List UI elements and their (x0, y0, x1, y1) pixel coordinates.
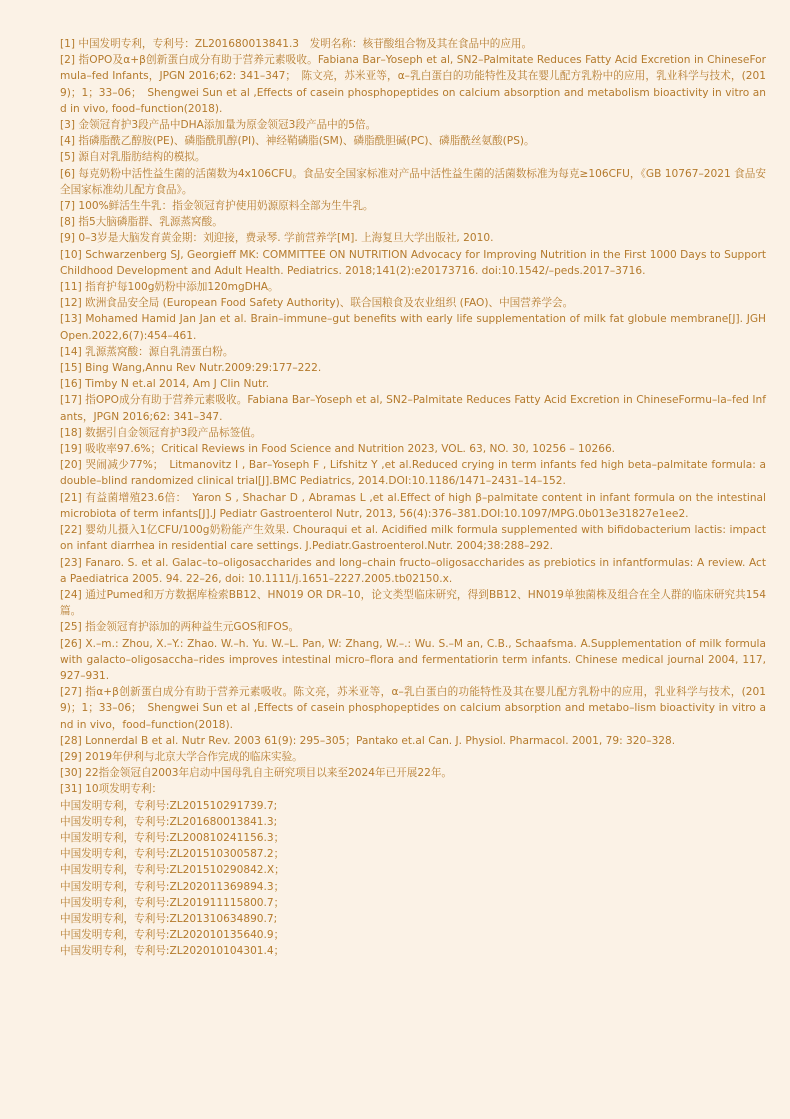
reference-item: [21] 有益菌增殖23.6倍： Yaron S , Shachar D , Abramas L ,et al.Effect of high β–palmitate content in infant formula on the intestinal microbiota of term infants[J].J Pediatr Gastroenterol Nutr, 2013, 56(4):376–381.DOI:10.1097/MPG.0b013e31827e1ee2. (60, 491, 766, 520)
patent-item: 中国发明专利，专利号:ZL201911115800.7； (60, 896, 285, 909)
reference-item: [6] 每克奶粉中活性益生菌的活菌数为4x106CFU。食品安全国家标准对产品中活性益生菌的活菌数标准为每克≥106CFU，《GB 10767–2021 食品安全国家标准幼儿配方食品》。 (60, 167, 766, 196)
reference-item: [5] 源自对乳脂肪结构的模拟。 (60, 151, 206, 164)
reference-item: [11] 指育护每100g奶粉中添加120mgDHA。 (60, 281, 279, 294)
patent-item: 中国发明专利，专利号:ZL202011369894.3； (60, 880, 285, 893)
reference-item: [8] 指5大脑磷脂群、乳源蒸窝酸。 (60, 216, 223, 229)
reference-item: [19] 吸收率97.6%；Critical Reviews in Food Science and Nutrition 2023, VOL. 63, NO. 30, 10256 – 10266. (60, 443, 616, 456)
reference-item: [22] 婴幼儿摄入1亿CFU/100g奶粉能产生效果. Chouraqui et al. Acidified milk formula supplemented with bifidobacterium lactis: impact on infant diarrhea in residential care settings. J.Pediatr.Gastroenterol.Nutr. 2004;38:288–292. (60, 524, 766, 553)
reference-item: [10] Schwarzenberg SJ, Georgieff MK: COMMITTEE ON NUTRITION Advocacy for Improving Nutrition in the First 1000 Days to Support Childhood Development and Adult Health. Pediatrics. 2018;141(2):e20173716. doi:10.1542/–peds.2017–3716. (60, 248, 766, 277)
reference-item: [9] 0–3岁是大脑发育黄金期：刘迎接，费录琴. 学前营养学[M]. 上海复旦大学出版社, 2010. (60, 232, 494, 245)
reference-item: [16] Timby N et.al 2014, Am J Clin Nutr. (60, 378, 270, 391)
reference-item: [28] Lonnerdal B et al. Nutr Rev. 2003 61(9): 295–305；Pantako et.al Can. J. Physiol. Pharmacol. 2001, 79: 320–328. (60, 734, 676, 747)
reference-item: [7] 100%鲜活生牛乳：指金领冠育护使用奶源原料全部为生牛乳。 (60, 200, 374, 213)
reference-item: [2] 指OPO及α+β创新蛋白成分有助于营养元素吸收。Fabiana Bar–Yoseph et al, SN2–Palmitate Reduces Fatty Acid Excretion in ChineseFormula–fed Infants，JPGN 2016;62: 341–347； 陈文亮，苏米亚等，α–乳白蛋白的功能特性及其在婴儿配方乳粉中的应用，乳业科学与技术，(2019)；1；33–06； Shengwei Sun et al ,Effects of casein phosphopeptides on calcium absorption and metabolism bioactivity in vitro and in vivo, food–function(2018). (60, 54, 766, 115)
reference-item: [30] 22指金领冠自2003年启动中国母乳自主研究项目以来至2024年已开展22年。 (60, 767, 453, 780)
patent-list (60, 798, 766, 960)
patent-item: 中国发明专利，专利号:ZL201310634890.7; (60, 912, 278, 925)
patent-item: 中国发明专利，专利号:ZL201510300587.2； (60, 848, 285, 861)
reference-item: [14] 乳源蒸窝酸：源自乳清蛋白粉。 (60, 345, 234, 358)
reference-item: [13] Mohamed Hamid Jan Jan et al. Brain–immune–gut benefits with early life supplementation of milk fat globule membrane[J]. JGH Open.2022,6(7):454–461. (60, 313, 766, 342)
reference-list (60, 36, 766, 798)
patent-item: 中国发明专利，专利号:ZL201680013841.3; (60, 815, 278, 828)
reference-item: [4] 指磷脂酰乙醇胺(PE)、磷脂酰肌醇(PI)、神经鞘磷脂(SM)、磷脂酰胆碱(PC)、磷脂酰丝氨酸(PS)。 (60, 135, 535, 148)
patent-item: 中国发明专利，专利号:ZL202010104301.4； (60, 945, 285, 958)
reference-item: [18] 数据引自金领冠育护3段产品标签值。 (60, 426, 262, 439)
reference-item: [12] 欧洲食品安全局 (European Food Safety Authority)、联合国粮食及农业组织 (FAO)、中国营养学会。 (60, 297, 574, 310)
reference-item: [1] 中国发明专利，专利号：ZL201680013841.3 发明名称：核苷酸组合物及其在食品中的应用。 (60, 38, 533, 50)
patent-item: 中国发明专利，专利号:ZL201510291739.7; (60, 799, 278, 812)
reference-item: [3] 金领冠育护3段产品中DHA添加量为原金领冠3段产品中的5倍。 (60, 119, 377, 132)
reference-item: [20] 哭闹减少77%； Litmanovitz I , Bar–Yoseph F , Lifshitz Y ,et al.Reduced crying in term infants fed high beta–palmitate formula: a double–blind randomized clinical trial[J].BMC Pediatrics, 2014.DOI:10.1186/1471–2431–14–152. (60, 459, 766, 488)
reference-item: [23] Fanaro. S. et al. Galac–to–oligosaccharides and long–chain fructo–oligosaccharides as prebiotics in infantformulas: A review. Acta Paediatrica 2005. 94. 22–26, doi: 10.1111/j.1651–2227.2005.tb02150.x. (60, 556, 766, 585)
reference-item: [29] 2019年伊利与北京大学合作完成的临床实验。 (60, 750, 303, 763)
reference-item: [31] 10项发明专利： (60, 783, 163, 796)
patent-item: 中国发明专利，专利号:ZL201510290842.X； (60, 864, 285, 877)
patent-item: 中国发明专利，专利号:ZL202010135640.9； (60, 929, 285, 942)
reference-item: [24] 通过Pumed和万方数据库检索BB12、HN019 OR DR–10，论文类型临床研究，得到BB12、HN019单独菌株及组合在全人群的临床研究共154篇。 (60, 588, 766, 618)
reference-item: [25] 指金领冠育护添加的两种益生元GOS和FOS。 (60, 621, 300, 634)
patent-item: 中国发明专利，专利号:ZL200810241156.3； (60, 831, 285, 844)
reference-item: [27] 指α+β创新蛋白成分有助于营养元素吸收。陈文亮，苏米亚等，α–乳白蛋白的功能特性及其在婴儿配方乳粉中的应用，乳业科学与技术，(2019)；1；33–06； Shengwei Sun et al ,Effects of casein phosphopeptides on calcium absorption and metabo–lism bioactivity in vitro and in vivo，food–function(2018). (60, 686, 766, 731)
reference-item: [15] Bing Wang,Annu Rev Nutr.2009:29:177–222. (60, 362, 322, 375)
reference-item: [26] X.–m.: Zhou, X.–Y.: Zhao. W.–h. Yu. W.–L. Pan, W: Zhang, W.–.: Wu. S.–M an, C.B., Schaafsma. A.Supplementation of milk formula with galacto–oligosaccha–rides improves intestinal micro–flora and fermentatiorin term infants. Chinese medical journal 2004, 117, 927–931. (60, 637, 766, 682)
reference-item: [17] 指OPO成分有助于营养元素吸收。Fabiana Bar–Yoseph et al, SN2–Palmitate Reduces Fatty Acid Excretion in ChineseFormu–la–fed Infants，JPGN 2016;62: 341–347. (60, 394, 766, 423)
